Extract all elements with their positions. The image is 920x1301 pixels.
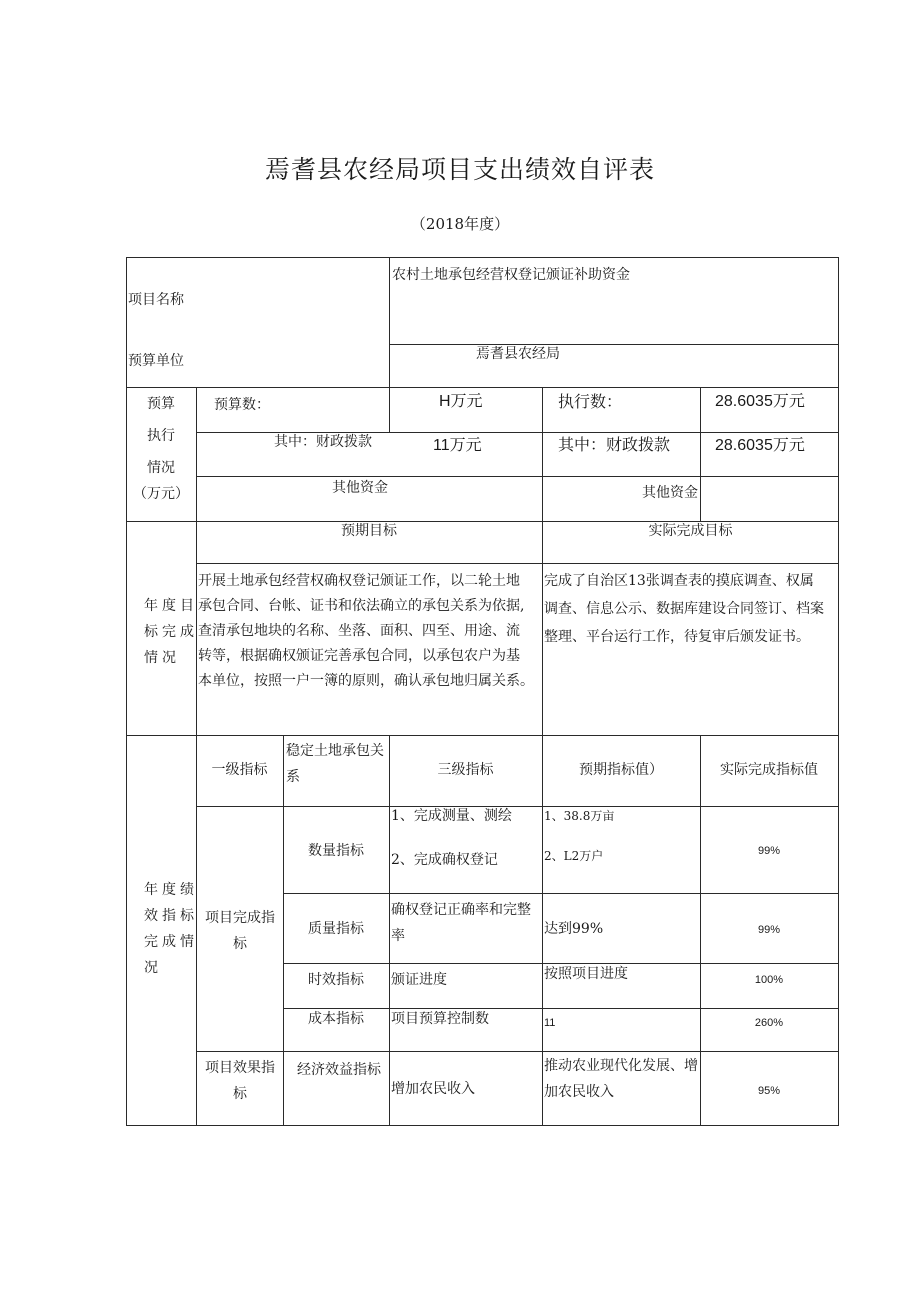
year-subtitle: （2018年度） xyxy=(410,215,510,233)
rule xyxy=(283,963,839,964)
budget-amount-value: H万元 xyxy=(439,393,483,410)
row-level3: 增加农民收入 xyxy=(391,1081,475,1097)
row-level3: 确权登记正确率和完整率 xyxy=(391,902,531,944)
header-actual: 实际完成指标值 xyxy=(720,762,818,778)
budget-section-label-line: 执行 xyxy=(147,428,175,444)
fiscal-funding-budget: 11万元 xyxy=(433,437,482,454)
group-label-completion: 项目完成指标 xyxy=(205,910,275,952)
expected-goal-line: 开展土地承包经营权确权登记颁证工作，以二轮土地 xyxy=(198,573,520,589)
expected-goal-header: 预期目标 xyxy=(341,523,397,539)
actual-goal-line: 整理、平台运行工作，待复审后颁发证书。 xyxy=(544,629,810,645)
expected-goal-line: 转等，根据确权颁证完善承包合同，以承包农户为基 xyxy=(198,648,520,664)
header-level1: 一级指标 xyxy=(211,762,268,778)
rule xyxy=(389,257,390,387)
executed-amount-value: 28.6035万元 xyxy=(715,393,805,410)
row-actual: 99% xyxy=(757,845,781,857)
row-level2: 经济效益指标 xyxy=(297,1062,381,1078)
row-expected: 11 xyxy=(544,1017,556,1029)
row-level2: 质量指标 xyxy=(308,921,364,937)
rule xyxy=(126,257,839,258)
rule xyxy=(389,387,390,432)
row-level2: 数量指标 xyxy=(308,843,364,859)
row-actual: 99% xyxy=(757,924,781,936)
rule xyxy=(283,893,839,894)
fiscal-funding-label-right: 其中：财政拨款 xyxy=(558,435,671,454)
row-level3: 1、完成测量、测绘 xyxy=(391,808,512,824)
rule xyxy=(126,1125,839,1126)
rule xyxy=(196,563,839,564)
row-level2: 时效指标 xyxy=(308,972,364,988)
executed-amount-label: 执行数： xyxy=(558,392,623,411)
budget-section-label-line: 预算 xyxy=(147,396,175,412)
row-actual: 100% xyxy=(754,974,784,986)
project-name-label: 项目名称 xyxy=(128,292,184,308)
row-actual: 260% xyxy=(754,1017,784,1029)
budget-amount-label: 预算数： xyxy=(214,397,270,413)
evaluation-table xyxy=(126,257,839,1126)
row-expected: 2、L2万户 xyxy=(544,849,604,863)
indicators-section-label: 年度绩效指标完成情况 xyxy=(144,882,198,976)
rule xyxy=(126,257,127,1126)
budget-section-label-line: 情况 xyxy=(147,460,175,476)
budget-section-label-line: （万元） xyxy=(133,486,189,502)
actual-goal-header: 实际完成目标 xyxy=(648,523,733,539)
expected-goal-line: 本单位，按照一户一簿的原则，确认承包地归属关系。 xyxy=(198,673,534,689)
page-title: 焉耆县农经局项目支出绩效自评表 xyxy=(264,155,655,184)
group-label-effect: 项目效果指标 xyxy=(205,1060,275,1102)
row-expected: 1、38.8万亩 xyxy=(544,809,615,823)
rule xyxy=(838,257,839,1126)
other-funds-label-right: 其他资金 xyxy=(642,485,698,501)
rule xyxy=(196,476,839,477)
row-level3: 2、完成确权登记 xyxy=(391,852,498,868)
fiscal-funding-label: 其中：财政拨款 xyxy=(274,434,372,450)
rule xyxy=(542,735,543,1125)
header-expected: 预期指标值） xyxy=(579,762,663,778)
row-actual: 95% xyxy=(757,1085,781,1097)
rule xyxy=(389,344,839,345)
row-expected: 按照项目进度 xyxy=(544,966,628,982)
rule xyxy=(542,387,543,735)
expected-goal-line: 承包合同、台帐、证书和依法确立的承包关系为依据, xyxy=(198,598,525,614)
rule xyxy=(196,387,197,1125)
header-level2: 稳定土地承包关系 xyxy=(286,743,384,785)
budget-unit-value: 焉耆县农经局 xyxy=(476,346,560,362)
header-level3: 三级指标 xyxy=(437,762,494,778)
expected-goal-line: 查清承包地块的名称、坐落、面积、四至、用途、流 xyxy=(198,623,520,639)
row-level3: 项目预算控制数 xyxy=(391,1011,489,1027)
rule xyxy=(283,1008,839,1009)
project-name-value: 农村土地承包经营权登记颁证补助资金 xyxy=(392,267,630,283)
row-level3: 颁证进度 xyxy=(391,972,447,988)
other-funds-label: 其他资金 xyxy=(332,480,388,496)
rule xyxy=(700,387,701,521)
goals-section-label: 年度目标完成情况 xyxy=(144,598,198,666)
actual-goal-line: 完成了自治区13张调查表的摸底调查、权属 xyxy=(544,573,814,589)
rule xyxy=(126,735,839,736)
rule xyxy=(196,1051,839,1052)
actual-goal-line: 调查、信息公示、数据库建设合同签订、档案 xyxy=(544,601,824,617)
row-expected: 推动农业现代化发展、增加农民收入 xyxy=(544,1058,698,1100)
budget-unit-label: 预算单位 xyxy=(128,353,184,369)
row-level2: 成本指标 xyxy=(308,1011,364,1027)
rule xyxy=(196,806,839,807)
fiscal-funding-executed: 28.6035万元 xyxy=(715,437,805,454)
rule xyxy=(126,387,839,388)
row-expected: 达到99% xyxy=(544,921,604,937)
